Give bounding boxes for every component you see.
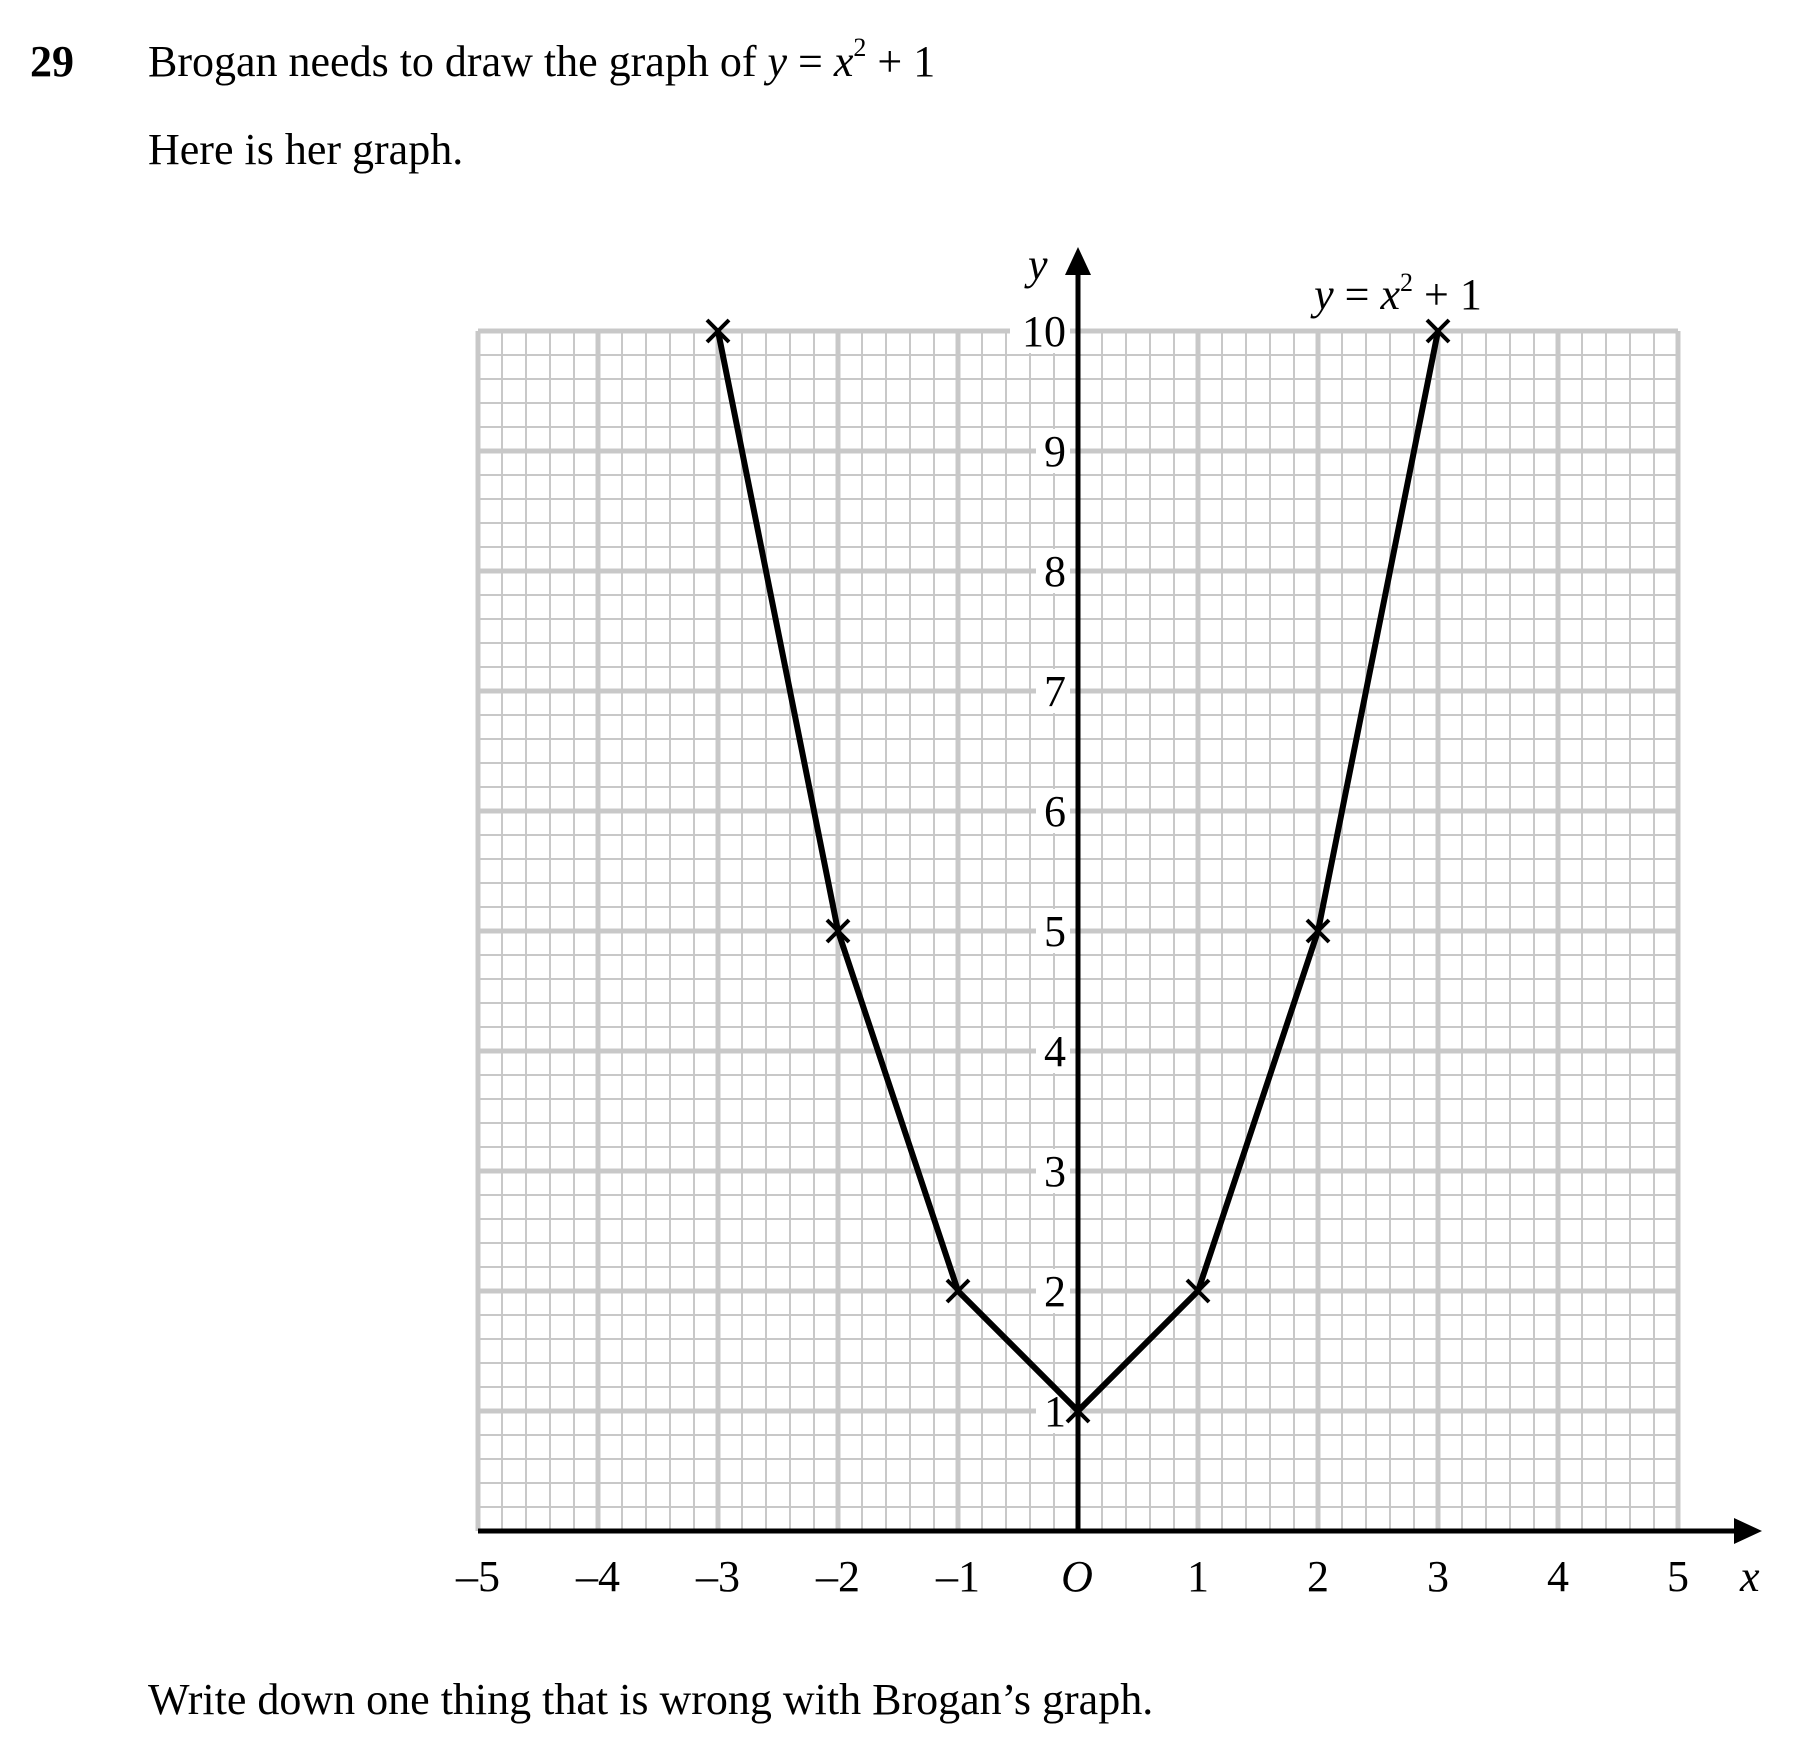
x-tick-label: –4 bbox=[576, 1552, 620, 1601]
equation-x: x bbox=[833, 37, 854, 86]
tick-labels bbox=[455, 240, 1760, 1601]
x-tick-label: –2 bbox=[816, 1552, 860, 1601]
x-tick-label: 2 bbox=[1307, 1552, 1329, 1601]
series-label-equals: = bbox=[1333, 270, 1381, 319]
y-tick-label: 9 bbox=[1044, 427, 1066, 476]
x-tick-label: 1 bbox=[1187, 1552, 1209, 1601]
y-tick-label: 1 bbox=[1044, 1387, 1066, 1436]
y-tick-label: 4 bbox=[1044, 1027, 1066, 1076]
x-tick-label: –1 bbox=[936, 1552, 980, 1601]
series-label-x: x bbox=[1380, 270, 1401, 319]
equation-tail: + 1 bbox=[866, 37, 936, 86]
y-tick-label: 2 bbox=[1044, 1267, 1066, 1316]
question-number: 29 bbox=[30, 37, 74, 86]
x-tick-label: 5 bbox=[1667, 1552, 1689, 1601]
x-tick-label: 3 bbox=[1427, 1552, 1449, 1601]
origin-label: O bbox=[1061, 1552, 1093, 1601]
y-tick-label: 6 bbox=[1044, 787, 1066, 836]
series-label-tail: + 1 bbox=[1413, 270, 1482, 319]
series-label bbox=[1310, 268, 1482, 319]
graph-intro-text: Here is her graph. bbox=[148, 125, 464, 174]
y-axis-label: y bbox=[1028, 240, 1048, 289]
x-tick-label: 4 bbox=[1547, 1552, 1569, 1601]
x-tick-label: –3 bbox=[696, 1552, 740, 1601]
y-tick-label: 7 bbox=[1044, 667, 1066, 716]
equation-equals: = bbox=[787, 37, 834, 86]
y-tick-label: 10 bbox=[1022, 307, 1066, 356]
series-label-exponent: 2 bbox=[1400, 268, 1414, 297]
y-axis-arrow bbox=[1065, 247, 1091, 275]
y-tick-label: 5 bbox=[1044, 907, 1066, 956]
x-tick-label: –5 bbox=[456, 1552, 500, 1601]
y-tick-label: 3 bbox=[1044, 1147, 1066, 1196]
equation-exponent: 2 bbox=[853, 33, 867, 62]
x-axis-arrow bbox=[1734, 1518, 1762, 1544]
question-prompt: Write down one thing that is wrong with Brogan’s graph. bbox=[148, 1675, 1154, 1724]
equation-y: y bbox=[767, 37, 788, 86]
series-label-y: y bbox=[1314, 270, 1334, 319]
y-tick-label: 8 bbox=[1044, 547, 1066, 596]
x-axis-label: x bbox=[1740, 1552, 1760, 1601]
question-text-lead: Brogan needs to draw the graph of bbox=[148, 37, 768, 86]
